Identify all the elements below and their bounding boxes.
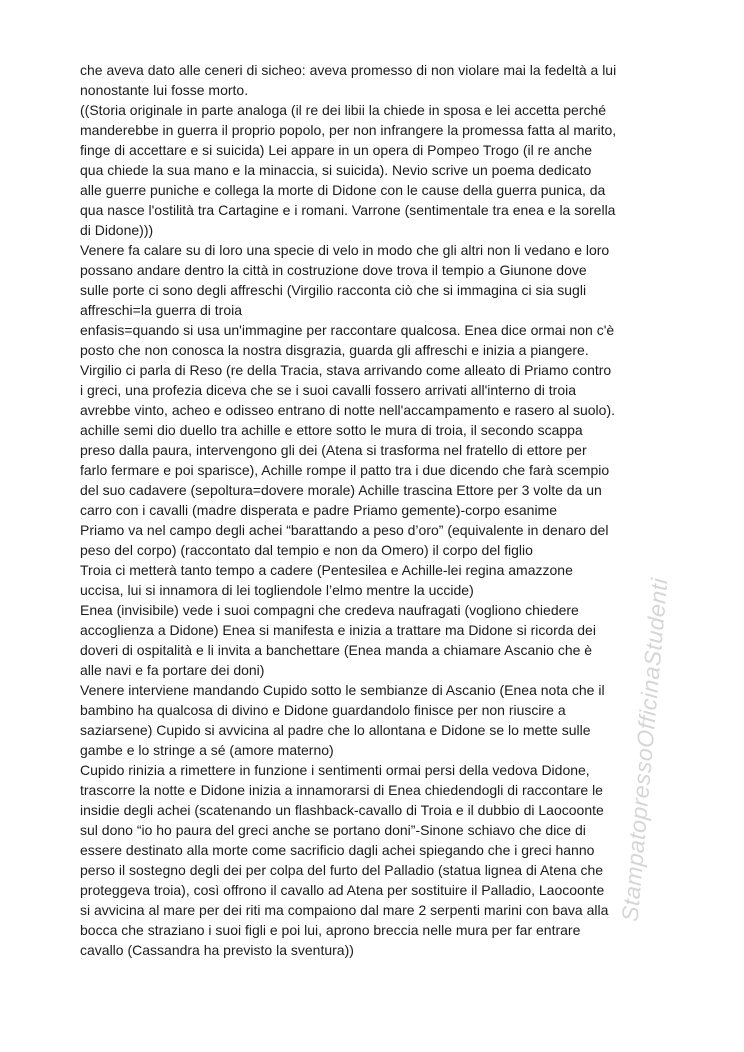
text-line: sulle porte ci sono degli affreschi (Virgilio racconta ciò che si immagina ci sia sugli — [80, 282, 587, 298]
text-line: che aveva dato alle ceneri di sicheo: aveva promesso di non violare mai la fedeltà a lui — [80, 62, 617, 78]
text-line: essere destinato alla morte come sacrificio dagli achei spiegando che i greci hanno — [80, 842, 595, 858]
text-line: Venere interviene mandando Cupido sotto le sembianze di Ascanio (Enea nota che il — [80, 682, 605, 698]
document-text-block — [80, 60, 672, 960]
text-line: achille semi dio duello tra achille e ettore sotto le mura di troia, il secondo scappa — [80, 422, 583, 438]
text-line: sul dono “io ho paura del greci anche se portano doni”-Sinone schiavo che dice di — [80, 822, 586, 838]
text-line: peso del corpo) (raccontato dal tempio e non da Omero) il corpo del figlio — [80, 542, 533, 558]
text-line: Venere fa calare su di loro una specie di velo in modo che gli altri non li vedano e loro — [80, 242, 610, 258]
text-line: bambino ha qualcosa di divino e Didone guardandolo finisce per non riuscire a — [80, 702, 566, 718]
text-line: saziarsene) Cupido si avvicina al padre che lo allontana e Didone se lo mette sulle — [80, 722, 591, 738]
text-line: affreschi=la guerra di troia — [80, 302, 242, 318]
text-line: qua chiede la sua mano e la minaccia, si suicida). Nevio scrive un poema dedicato — [80, 162, 592, 178]
text-line: si avvicina al mare per dei riti ma compaiono dal mare 2 serpenti marini con bava alla — [80, 902, 609, 918]
watermark-text: StampatopressoOfficinaStudenti — [616, 576, 673, 923]
text-line: Priamo va nel campo degli achei “barattando a peso d’oro” (equivalente in denaro del — [80, 522, 609, 538]
text-line: accoglienza a Didone) Enea si manifesta e inizia a trattare ma Didone si ricorda dei — [80, 622, 596, 638]
text-line: alle guerre puniche e collega la morte di Didone con le cause della guerra punica, da — [80, 182, 606, 198]
text-line: gambe e lo stringe a sé (amore materno) — [80, 742, 334, 758]
text-line: ((Storia originale in parte analoga (il re dei libii la chiede in sposa e lei accetta perché — [80, 102, 607, 118]
text-line: Enea (invisibile) vede i suoi compagni che credeva naufragati (vogliono chiedere — [80, 602, 579, 618]
text-line: finge di accettare e si suicida) Lei appare in un opera di Pompeo Trogo (il re anche — [80, 142, 593, 158]
text-line: manderebbe in guerra il proprio popolo, per non infrangere la promessa fatta al marito, — [80, 122, 617, 138]
text-line: possano andare dentro la città in costruzione dove trova il tempio a Giunone dove — [80, 262, 587, 278]
text-line: proteggeva troia), così offrono il cavallo ad Atena per sostituire il Palladio, Laocoonte — [80, 882, 605, 898]
text-line: Cupido rinizia a rimettere in funzione i sentimenti ormai persi della vedova Didone, — [80, 762, 590, 778]
text-line: qua nasce l'ostilità tra Cartagine e i romani. Varrone (sentimentale tra enea e la sorella — [80, 202, 616, 218]
text-line: avrebbe vinto, acheo e odisseo entrano di notte nell'accampamento e rasero al suolo). — [80, 402, 616, 418]
text-line: cavallo (Cassandra ha previsto la sventura)) — [80, 942, 354, 958]
text-line: perso il sostegno degli dei per colpa del furto del Palladio (statua lignea di Atena che — [80, 862, 604, 878]
text-line: Virgilio ci parla di Reso (re della Tracia, stava arrivando come alleato di Priamo contro — [80, 362, 612, 378]
text-line: nonostante lui fosse morto. — [80, 82, 249, 98]
text-line: i greci, una profezia diceva che se i suoi cavalli fossero arrivati all'interno di troia — [80, 382, 577, 398]
text-line: di Didone))) — [80, 222, 154, 238]
text-line: doveri di ospitalità e li invita a banchettare (Enea manda a chiamare Ascanio che è — [80, 642, 593, 658]
text-line: uccisa, lui si innamora di lei togliendole l’elmo mentre la uccide) — [80, 582, 474, 598]
text-line: del suo cadavere (sepoltura=dovere morale) Achille trascina Ettore per 3 volte da un — [80, 482, 602, 498]
text-line: alle navi e fa portare dei doni) — [80, 662, 265, 678]
text-line: preso dalla paura, intervengono gli dei (Atena si trasforma nel fratello di ettore per — [80, 442, 587, 458]
text-line: Troia ci metterà tanto tempo a cadere (Pentesilea e Achille-lei regina amazzone — [80, 562, 573, 578]
text-line: bocca che straziano i suoi figli e poi lui, aprono breccia nelle mura per far entrare — [80, 922, 581, 938]
text-line: enfasis=quando si usa un'immagine per raccontare qualcosa. Enea dice ormai non c'è — [80, 322, 615, 338]
text-line: farlo fermare e poi sparisce), Achille rompe il patto tra i due dicendo che farà scempio — [80, 462, 610, 478]
text-line: carro con i cavalli (madre disperata e padre Priamo gemente)-corpo esanime — [80, 502, 557, 518]
text-line: trascorre la notte e Didone inizia a innamorarsi di Enea chiedendogli di raccontare le — [80, 782, 603, 798]
text-line: posto che non conosca la nostra disgrazia, guarda gli affreschi e inizia a piangere. — [80, 342, 589, 358]
text-line: insidie degli achei (scatenando un flashback-cavallo di Troia e il dubbio di Laocoonte — [80, 802, 604, 818]
